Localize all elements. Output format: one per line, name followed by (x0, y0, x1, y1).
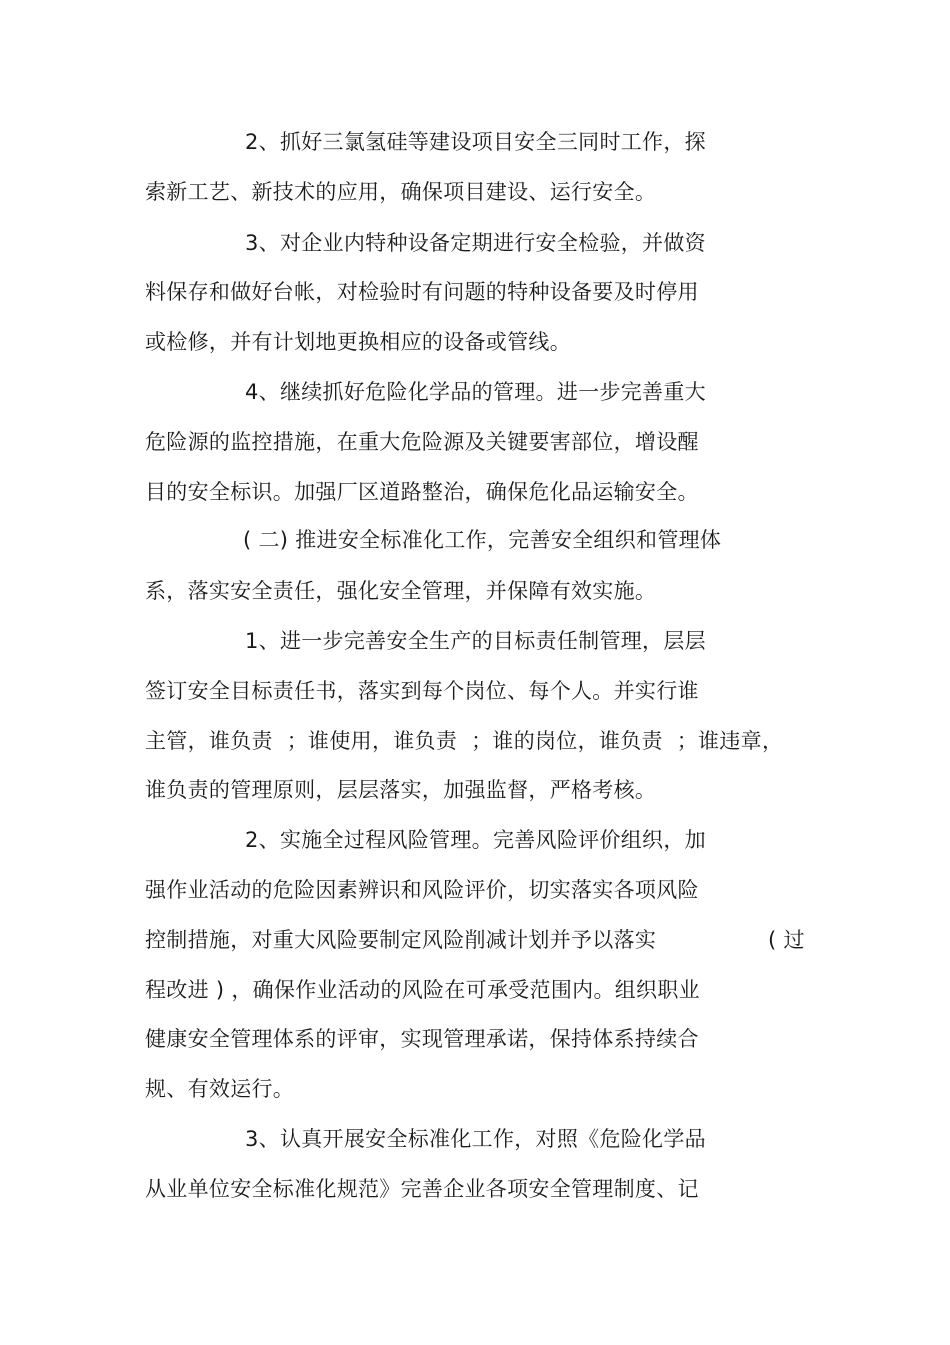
text-line: 3、对企业内特种设备定期进行安全检验，并做资 (245, 231, 706, 255)
text-line: 4、继续抓好危险化学品的管理。进一步完善重大 (245, 380, 706, 404)
text-line: 控制措施，对重大风险要制定风险削减计划并予以落实 (145, 928, 657, 952)
text-line: 危险源的监控措施，在重大危险源及关键要害部位，增设醒 (145, 430, 699, 454)
text-line: 强作业活动的危险因素辨识和风险评价，切实落实各项风险 (145, 878, 699, 902)
text-line: 系，落实安全责任，强化安全管理，并保障有效实施。 (145, 579, 657, 603)
text-line: 目的安全标识。加强厂区道路整治，确保危化品运输安全。 (145, 480, 699, 504)
text-line: 1、进一步完善安全生产的目标责任制管理，层层 (245, 629, 706, 653)
text-line: 签订安全目标责任书，落实到每个岗位、每个人。并实行谁 (145, 679, 699, 703)
text-line: ( 二) 推进安全标准化工作，完善安全组织和管理体 (243, 528, 722, 552)
text-line: ( 过 (768, 928, 805, 952)
text-line: 程改进 ) ，确保作业活动的风险在可承受范围内。组织职业 (145, 978, 700, 1002)
text-line: 索新工艺、新技术的应用，确保项目建设、运行安全。 (145, 180, 657, 204)
text-line: 2、抓好三氯氢硅等建设项目安全三同时工作，探 (245, 130, 706, 154)
text-line: 或检修，并有计划地更换相应的设备或管线。 (145, 330, 571, 354)
text-line: 谁负责的管理原则，层层落实，加强监督，严格考核。 (145, 778, 657, 802)
text-line: 健康安全管理体系的评审，实现管理承诺，保持体系持续合 (145, 1027, 699, 1051)
text-line: 2、实施全过程风险管理。完善风险评价组织，加 (245, 828, 706, 852)
text-line: 从业单位安全标准化规范》完善企业各项安全管理制度、记 (145, 1177, 699, 1201)
text-line: 料保存和做好台帐，对检验时有问题的特种设备要及时停用 (145, 280, 699, 304)
text-line: 主管，谁负责 ；谁使用，谁负责 ；谁的岗位，谁负责 ；谁违章， (145, 729, 784, 753)
text-line: 规、有效运行。 (145, 1077, 295, 1101)
text-line: 3、认真开展安全标准化工作，对照《危险化学品 (245, 1127, 706, 1151)
